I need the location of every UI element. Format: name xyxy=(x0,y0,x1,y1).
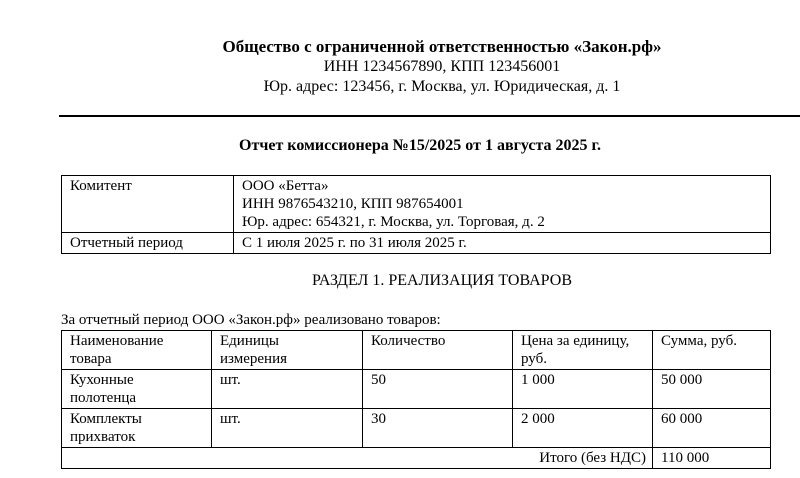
principal-inn-kpp: ИНН 9876543210, КПП 987654001 xyxy=(242,196,464,212)
principal-name: ООО «Бетта» xyxy=(242,178,329,194)
row-unit: шт. xyxy=(212,409,363,448)
header-unit-line: Единицы xyxy=(220,333,279,349)
row-sum: 50 000 xyxy=(653,370,771,409)
report-title: Отчет комиссионера №15/2025 от 1 августа 2025 г. xyxy=(239,137,601,154)
header-price-line: руб. xyxy=(521,351,547,367)
row-name-line: Комплекты xyxy=(70,411,142,427)
sales-intro: За отчетный период ООО «Закон.рф» реализовано товаров: xyxy=(61,312,441,328)
total-value: 110 000 xyxy=(653,448,771,469)
row-price: 1 000 xyxy=(513,370,653,409)
row-sum: 60 000 xyxy=(653,409,771,448)
row-name-line: полотенца xyxy=(70,390,137,406)
row-qty: 50 xyxy=(363,370,513,409)
row-name xyxy=(62,409,212,448)
header-name xyxy=(62,331,212,370)
section-title: РАЗДЕЛ 1. РЕАЛИЗАЦИЯ ТОВАРОВ xyxy=(311,272,572,289)
total-row xyxy=(62,448,771,469)
row-price: 2 000 xyxy=(513,409,653,448)
company-inn-kpp: ИНН 1234567890, КПП 123456001 xyxy=(323,58,561,75)
header-name-line: товара xyxy=(70,351,112,367)
row-name xyxy=(62,370,212,409)
principal-address: Юр. адрес: 654321, г. Москва, ул. Торговая, д. 2 xyxy=(242,214,545,230)
header-unit-line: измерения xyxy=(220,351,288,367)
principal-label: Комитент xyxy=(62,176,234,233)
total-label: Итого (без НДС) xyxy=(62,448,653,469)
principal-details xyxy=(234,176,771,233)
header-unit xyxy=(212,331,363,370)
company-name: Общество с ограниченной ответственностью «Закон.рф» xyxy=(222,37,662,56)
period-row xyxy=(62,233,771,254)
company-address: Юр. адрес: 123456, г. Москва, ул. Юридическая, д. 1 xyxy=(263,78,621,95)
sales-header-row xyxy=(62,331,771,370)
period-value: С 1 июля 2025 г. по 31 июля 2025 г. xyxy=(234,233,771,254)
header-divider xyxy=(59,115,800,117)
principal-table xyxy=(61,175,771,254)
header-price-line: Цена за единицу, xyxy=(521,333,630,349)
period-label: Отчетный период xyxy=(62,233,234,254)
header-price xyxy=(513,331,653,370)
header-qty-line: Количество xyxy=(371,333,446,349)
row-name-line: Кухонные xyxy=(70,372,134,388)
table-row xyxy=(62,409,771,448)
header-qty xyxy=(363,331,513,370)
row-name-line: прихваток xyxy=(70,429,136,445)
principal-row xyxy=(62,176,771,233)
row-unit: шт. xyxy=(212,370,363,409)
table-row xyxy=(62,370,771,409)
header-sum xyxy=(653,331,771,370)
header-name-line: Наименование xyxy=(70,333,164,349)
row-qty: 30 xyxy=(363,409,513,448)
header-sum-line: Сумма, руб. xyxy=(661,333,737,349)
sales-table xyxy=(61,330,771,469)
